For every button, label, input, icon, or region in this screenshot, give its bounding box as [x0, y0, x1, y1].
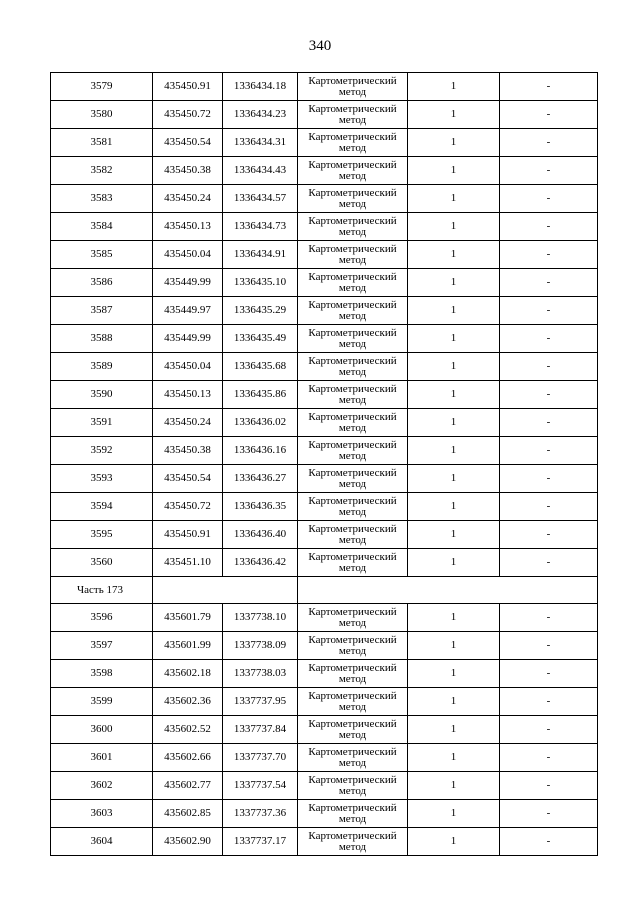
note-cell: - — [500, 381, 598, 409]
method-cell — [298, 632, 408, 660]
method-line: Картометрический — [308, 75, 397, 87]
section-row — [51, 577, 598, 604]
x-coordinate-cell: 435450.91 — [153, 521, 223, 549]
method-line: метод — [338, 729, 367, 741]
method-line: Картометрический — [308, 383, 397, 395]
accuracy-cell: 1 — [408, 269, 500, 297]
x-coordinate-cell: 435450.24 — [153, 409, 223, 437]
note-cell: - — [500, 465, 598, 493]
x-coordinate-cell: 435450.13 — [153, 213, 223, 241]
method-line: метод — [338, 198, 367, 210]
point-number-cell: 3587 — [51, 297, 153, 325]
method-cell — [298, 241, 408, 269]
method-line: метод — [338, 673, 367, 685]
note-cell: - — [500, 129, 598, 157]
method-cell — [298, 185, 408, 213]
method-line: Картометрический — [308, 523, 397, 535]
method-line: метод — [338, 170, 367, 182]
table-row — [51, 129, 598, 157]
method-line: метод — [338, 757, 367, 769]
method-line: Картометрический — [308, 774, 397, 786]
table-row — [51, 213, 598, 241]
x-coordinate-cell: 435449.97 — [153, 297, 223, 325]
point-number-cell: 3585 — [51, 241, 153, 269]
method-line: метод — [338, 785, 367, 797]
method-cell — [298, 213, 408, 241]
note-cell: - — [500, 101, 598, 129]
method-cell — [298, 465, 408, 493]
table-row — [51, 157, 598, 185]
method-line: Картометрический — [308, 718, 397, 730]
point-number-cell: 3600 — [51, 716, 153, 744]
method-cell — [298, 828, 408, 856]
accuracy-cell: 1 — [408, 73, 500, 101]
method-line: Картометрический — [308, 159, 397, 171]
table-row — [51, 549, 598, 577]
note-cell: - — [500, 493, 598, 521]
method-cell — [298, 493, 408, 521]
method-line: метод — [338, 366, 367, 378]
x-coordinate-cell: 435450.54 — [153, 465, 223, 493]
accuracy-cell: 1 — [408, 549, 500, 577]
note-cell: - — [500, 521, 598, 549]
method-line: Картометрический — [308, 411, 397, 423]
table-row — [51, 297, 598, 325]
method-cell — [298, 660, 408, 688]
y-coordinate-cell: 1337737.17 — [223, 828, 298, 856]
note-cell: - — [500, 660, 598, 688]
point-number-cell: 3591 — [51, 409, 153, 437]
note-cell: - — [500, 213, 598, 241]
point-number-cell: 3584 — [51, 213, 153, 241]
accuracy-cell: 1 — [408, 660, 500, 688]
y-coordinate-cell: 1337737.36 — [223, 800, 298, 828]
method-cell — [298, 325, 408, 353]
point-number-cell: 3599 — [51, 688, 153, 716]
table-row — [51, 101, 598, 129]
method-line: Картометрический — [308, 299, 397, 311]
method-line: метод — [338, 841, 367, 853]
y-coordinate-cell: 1336434.91 — [223, 241, 298, 269]
point-number-cell: 3588 — [51, 325, 153, 353]
note-cell: - — [500, 549, 598, 577]
accuracy-cell: 1 — [408, 129, 500, 157]
method-line: Картометрический — [308, 327, 397, 339]
accuracy-cell: 1 — [408, 185, 500, 213]
method-cell — [298, 73, 408, 101]
accuracy-cell: 1 — [408, 772, 500, 800]
method-cell — [298, 716, 408, 744]
y-coordinate-cell: 1337738.10 — [223, 604, 298, 632]
accuracy-cell: 1 — [408, 493, 500, 521]
accuracy-cell: 1 — [408, 353, 500, 381]
method-line: Картометрический — [308, 634, 397, 646]
coordinates-table — [50, 72, 598, 856]
x-coordinate-cell: 435602.52 — [153, 716, 223, 744]
note-cell: - — [500, 353, 598, 381]
note-cell: - — [500, 744, 598, 772]
x-coordinate-cell: 435450.72 — [153, 101, 223, 129]
note-cell: - — [500, 241, 598, 269]
y-coordinate-cell: 1336434.73 — [223, 213, 298, 241]
method-line: метод — [338, 310, 367, 322]
y-coordinate-cell: 1336435.10 — [223, 269, 298, 297]
table-row — [51, 660, 598, 688]
table-row — [51, 465, 598, 493]
table-row — [51, 800, 598, 828]
accuracy-cell: 1 — [408, 716, 500, 744]
accuracy-cell: 1 — [408, 157, 500, 185]
accuracy-cell: 1 — [408, 213, 500, 241]
y-coordinate-cell: 1337737.54 — [223, 772, 298, 800]
method-line: Картометрический — [308, 830, 397, 842]
method-cell — [298, 101, 408, 129]
note-cell: - — [500, 800, 598, 828]
method-line: метод — [338, 282, 367, 294]
note-cell: - — [500, 73, 598, 101]
note-cell: - — [500, 437, 598, 465]
method-line: Картометрический — [308, 187, 397, 199]
accuracy-cell: 1 — [408, 604, 500, 632]
table-row — [51, 716, 598, 744]
page-number: 340 — [308, 38, 332, 54]
method-line: Картометрический — [308, 271, 397, 283]
accuracy-cell: 1 — [408, 688, 500, 716]
y-coordinate-cell: 1336434.57 — [223, 185, 298, 213]
method-line: метод — [338, 534, 367, 546]
method-line: Картометрический — [308, 551, 397, 563]
section-empty-cell — [153, 577, 298, 604]
x-coordinate-cell: 435602.77 — [153, 772, 223, 800]
method-cell — [298, 437, 408, 465]
accuracy-cell: 1 — [408, 465, 500, 493]
note-cell: - — [500, 632, 598, 660]
method-line: Картометрический — [308, 746, 397, 758]
table-row — [51, 185, 598, 213]
method-line: Картометрический — [308, 495, 397, 507]
accuracy-cell: 1 — [408, 521, 500, 549]
accuracy-cell: 1 — [408, 409, 500, 437]
method-line: Картометрический — [308, 467, 397, 479]
y-coordinate-cell: 1336435.86 — [223, 381, 298, 409]
y-coordinate-cell: 1336436.27 — [223, 465, 298, 493]
y-coordinate-cell: 1337738.09 — [223, 632, 298, 660]
point-number-cell: 3581 — [51, 129, 153, 157]
y-coordinate-cell: 1336435.49 — [223, 325, 298, 353]
method-line: Картометрический — [308, 690, 397, 702]
accuracy-cell: 1 — [408, 744, 500, 772]
x-coordinate-cell: 435450.38 — [153, 437, 223, 465]
x-coordinate-cell: 435450.54 — [153, 129, 223, 157]
table-row — [51, 73, 598, 101]
method-cell — [298, 353, 408, 381]
table-row — [51, 632, 598, 660]
point-number-cell: 3594 — [51, 493, 153, 521]
x-coordinate-cell: 435602.85 — [153, 800, 223, 828]
accuracy-cell: 1 — [408, 297, 500, 325]
method-line: метод — [338, 254, 367, 266]
y-coordinate-cell: 1336436.35 — [223, 493, 298, 521]
method-line: Картометрический — [308, 215, 397, 227]
x-coordinate-cell: 435451.10 — [153, 549, 223, 577]
table-row — [51, 353, 598, 381]
point-number-cell: 3601 — [51, 744, 153, 772]
method-line: метод — [338, 226, 367, 238]
method-line: метод — [338, 813, 367, 825]
y-coordinate-cell: 1337738.03 — [223, 660, 298, 688]
accuracy-cell: 1 — [408, 632, 500, 660]
method-line: метод — [338, 394, 367, 406]
method-cell — [298, 409, 408, 437]
y-coordinate-cell: 1337737.95 — [223, 688, 298, 716]
table-row — [51, 688, 598, 716]
section-label: Часть 173 — [51, 577, 153, 604]
method-line: Картометрический — [308, 439, 397, 451]
x-coordinate-cell: 435601.99 — [153, 632, 223, 660]
note-cell: - — [500, 828, 598, 856]
x-coordinate-cell: 435602.18 — [153, 660, 223, 688]
point-number-cell: 3583 — [51, 185, 153, 213]
method-line: Картометрический — [308, 355, 397, 367]
note-cell: - — [500, 604, 598, 632]
y-coordinate-cell: 1336434.18 — [223, 73, 298, 101]
point-number-cell: 3579 — [51, 73, 153, 101]
method-line: метод — [338, 114, 367, 126]
point-number-cell: 3590 — [51, 381, 153, 409]
point-number-cell: 3602 — [51, 772, 153, 800]
accuracy-cell: 1 — [408, 828, 500, 856]
x-coordinate-cell: 435450.04 — [153, 353, 223, 381]
y-coordinate-cell: 1336434.31 — [223, 129, 298, 157]
method-cell — [298, 549, 408, 577]
table-row — [51, 604, 598, 632]
note-cell: - — [500, 409, 598, 437]
table-row — [51, 744, 598, 772]
point-number-cell: 3582 — [51, 157, 153, 185]
table-row — [51, 269, 598, 297]
table-row — [51, 772, 598, 800]
table-row — [51, 521, 598, 549]
accuracy-cell: 1 — [408, 800, 500, 828]
y-coordinate-cell: 1337737.70 — [223, 744, 298, 772]
x-coordinate-cell: 435450.91 — [153, 73, 223, 101]
x-coordinate-cell: 435602.90 — [153, 828, 223, 856]
method-line: Картометрический — [308, 662, 397, 674]
accuracy-cell: 1 — [408, 437, 500, 465]
y-coordinate-cell: 1336436.02 — [223, 409, 298, 437]
method-cell — [298, 521, 408, 549]
point-number-cell: 3586 — [51, 269, 153, 297]
table-row — [51, 828, 598, 856]
y-coordinate-cell: 1336435.68 — [223, 353, 298, 381]
point-number-cell: 3603 — [51, 800, 153, 828]
x-coordinate-cell: 435449.99 — [153, 325, 223, 353]
point-number-cell: 3580 — [51, 101, 153, 129]
table-row — [51, 325, 598, 353]
method-cell — [298, 129, 408, 157]
point-number-cell: 3560 — [51, 549, 153, 577]
accuracy-cell: 1 — [408, 325, 500, 353]
accuracy-cell: 1 — [408, 101, 500, 129]
method-line: метод — [338, 562, 367, 574]
accuracy-cell: 1 — [408, 241, 500, 269]
section-empty-cell — [298, 577, 598, 604]
x-coordinate-cell: 435450.38 — [153, 157, 223, 185]
y-coordinate-cell: 1336434.43 — [223, 157, 298, 185]
point-number-cell: 3598 — [51, 660, 153, 688]
table-row — [51, 381, 598, 409]
note-cell: - — [500, 269, 598, 297]
method-line: метод — [338, 338, 367, 350]
note-cell: - — [500, 157, 598, 185]
x-coordinate-cell: 435601.79 — [153, 604, 223, 632]
y-coordinate-cell: 1336434.23 — [223, 101, 298, 129]
point-number-cell: 3592 — [51, 437, 153, 465]
table-row — [51, 241, 598, 269]
point-number-cell: 3596 — [51, 604, 153, 632]
note-cell: - — [500, 716, 598, 744]
method-line: метод — [338, 617, 367, 629]
method-cell — [298, 800, 408, 828]
x-coordinate-cell: 435449.99 — [153, 269, 223, 297]
note-cell: - — [500, 185, 598, 213]
method-cell — [298, 772, 408, 800]
method-line: Картометрический — [308, 802, 397, 814]
x-coordinate-cell: 435450.13 — [153, 381, 223, 409]
x-coordinate-cell: 435450.04 — [153, 241, 223, 269]
point-number-cell: 3589 — [51, 353, 153, 381]
method-line: метод — [338, 142, 367, 154]
point-number-cell: 3597 — [51, 632, 153, 660]
method-line: Картометрический — [308, 606, 397, 618]
note-cell: - — [500, 772, 598, 800]
method-line: метод — [338, 506, 367, 518]
method-cell — [298, 744, 408, 772]
point-number-cell: 3604 — [51, 828, 153, 856]
method-line: Картометрический — [308, 243, 397, 255]
y-coordinate-cell: 1336435.29 — [223, 297, 298, 325]
method-line: метод — [338, 450, 367, 462]
y-coordinate-cell: 1336436.42 — [223, 549, 298, 577]
method-cell — [298, 157, 408, 185]
method-line: Картометрический — [308, 103, 397, 115]
note-cell: - — [500, 325, 598, 353]
accuracy-cell: 1 — [408, 381, 500, 409]
note-cell: - — [500, 688, 598, 716]
table-row — [51, 409, 598, 437]
y-coordinate-cell: 1336436.16 — [223, 437, 298, 465]
table-row — [51, 493, 598, 521]
x-coordinate-cell: 435450.24 — [153, 185, 223, 213]
method-cell — [298, 688, 408, 716]
method-cell — [298, 269, 408, 297]
method-cell — [298, 297, 408, 325]
point-number-cell: 3595 — [51, 521, 153, 549]
method-cell — [298, 381, 408, 409]
x-coordinate-cell: 435602.66 — [153, 744, 223, 772]
y-coordinate-cell: 1336436.40 — [223, 521, 298, 549]
method-line: метод — [338, 701, 367, 713]
method-line: метод — [338, 645, 367, 657]
coordinates-table-body — [51, 73, 598, 856]
method-line: метод — [338, 86, 367, 98]
method-line: метод — [338, 422, 367, 434]
x-coordinate-cell: 435450.72 — [153, 493, 223, 521]
method-line: Картометрический — [308, 131, 397, 143]
x-coordinate-cell: 435602.36 — [153, 688, 223, 716]
method-line: метод — [338, 478, 367, 490]
note-cell: - — [500, 297, 598, 325]
point-number-cell: 3593 — [51, 465, 153, 493]
method-cell — [298, 604, 408, 632]
table-row — [51, 437, 598, 465]
y-coordinate-cell: 1337737.84 — [223, 716, 298, 744]
